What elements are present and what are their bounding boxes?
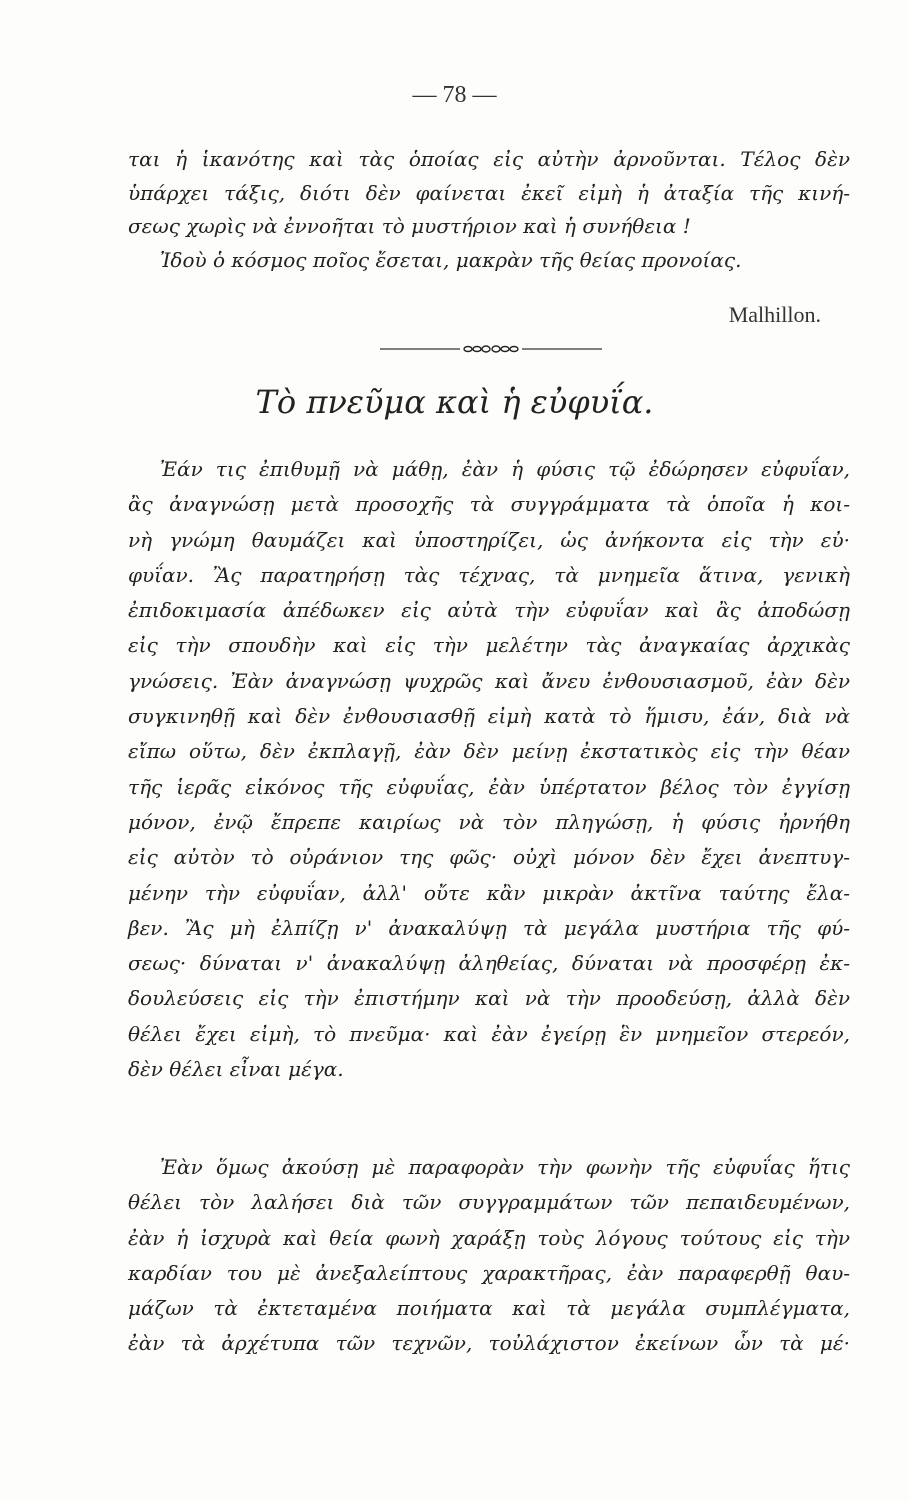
text-line: μένην τὴν εὐφυΐαν, ἀλλ' οὔτε κἂν μικρὰν ἀκτῖνα ταύτης ἔλα- <box>128 880 850 905</box>
text-line: Ἰδοὺ ὁ κόσμος ποῖος ἔσεται, μακρὰν τῆς θείας προνοίας. <box>160 247 742 272</box>
text-line: νὴ γνώμη θαυμάζει καὶ ὑποστηρίζει, ὡς ἀνήκοντα εἰς τὴν εὐ· <box>128 527 850 552</box>
text-line: μάζων τὰ ἐκτεταμένα ποιήματα καὶ τὰ μεγάλα συμπλέγματα, <box>128 1296 850 1321</box>
text-line: δουλεύσεις εἰς τὴν ἐπιστήμην καὶ νὰ τὴν προοδεύσῃ, ἀλλὰ δὲν <box>128 986 850 1011</box>
text-line: θέλει ἔχει εἰμὴ, τὸ πνεῦμα· καὶ ἐὰν ἐγείρῃ ἓν μνημεῖον στερεόν, <box>128 1021 850 1046</box>
text-line: Ἐὰν ὅμως ἀκούσῃ μὲ παραφορὰν τὴν φωνὴν τῆς εὐφυΐας ἥτις <box>160 1155 850 1179</box>
top-paragraph <box>128 143 850 277</box>
text-line: Ἐάν τις ἐπιθυμῇ νὰ μάθῃ, ἐὰν ἡ φύσις τῷ ἐδώρησεν εὐφυΐαν, <box>160 457 850 481</box>
text-line: ἂς ἀναγνώσῃ μετὰ προσοχῆς τὰ συγγράμματα τὰ ὁποῖα ἡ κοι- <box>128 492 850 517</box>
text-line: εἰς τὴν σπουδὴν καὶ εἰς τὴν μελέτην τὰς ἀναγκαίας ἀρχικὰς <box>128 633 850 658</box>
paragraph-1 <box>128 452 850 1087</box>
text-line: θέλει τὸν λαλήσει διὰ τῶν συγγραμμάτων τῶν πεπαιδευμένων, <box>128 1190 850 1215</box>
text-line: σεως χωρὶς νὰ ἐννοῆται τὸ μυστήριον καὶ ἡ συνήθεια ! <box>128 214 691 239</box>
text-line: συγκινηθῇ καὶ δὲν ἐνθουσιασθῇ εἰμὴ κατὰ τὸ ἥμισυ, ἐάν, διὰ νὰ <box>128 704 850 729</box>
text-line: ἐὰν τὰ ἀρχέτυπα τῶν τεχνῶν, τοὐλάχιστον ἐκείνων ὧν τὰ μέ· <box>128 1331 850 1356</box>
text-line: εἴπω οὕτω, δὲν ἐκπλαγῇ, ἐὰν δὲν μείνῃ ἐκστατικὸς εἰς τὴν θέαν <box>128 739 850 764</box>
paragraph-2 <box>128 1150 850 1362</box>
text-line: ἐὰν ἡ ἰσχυρὰ καὶ θεία φωνὴ χαράξῃ τοὺς λόγους τούτους εἰς τὴν <box>128 1225 850 1250</box>
text-line: εἰς αὐτὸν τὸ οὐράνιον της φῶς· οὐχὶ μόνον δὲν ἔχει ἀνεπτυγ- <box>128 845 850 870</box>
page-number: — 78 — <box>412 82 497 108</box>
text-line: φυΐαν. Ἂς παρατηρήσῃ τὰς τέχνας, τὰ μνημεῖα ἅτινα, γενικὴ <box>128 562 850 587</box>
text-line: γνώσεις. Ἐὰν ἀναγνώσῃ ψυχρῶς καὶ ἄνευ ἐνθουσιασμοῦ, ἐὰν δὲν <box>128 668 850 693</box>
text-line: τῆς ἱερᾶς εἰκόνος τῆς εὐφυΐας, ἐὰν ὑπέρτατον βέλος τὸν ἐγγίσῃ <box>128 774 850 799</box>
ornamental-divider <box>380 345 602 353</box>
section-title: Τὸ πνεῦμα καὶ ἡ εὐφυΐα. <box>255 383 654 421</box>
text-line: βεν. Ἂς μὴ ἐλπίζῃ ν' ἀνακαλύψῃ τὰ μεγάλα μυστήρια τῆς φύ- <box>128 915 850 940</box>
text-line: δὲν θέλει εἶναι μέγα. <box>128 1057 344 1082</box>
text-line: σεως· δύναται ν' ἀνακαλύψῃ ἀληθείας, δύναται νὰ προσφέρῃ ἐκ- <box>128 951 850 976</box>
text-line: μόνον, ἐνῷ ἔπρεπε καιρίως νὰ τὸν πληγώσῃ, ἡ φύσις ἠρνήθη <box>128 809 850 834</box>
text-line: ται ἡ ἱκανότης καὶ τὰς ὁποίας εἰς αὐτὴν ἀρνοῦνται. Τέλος δὲν <box>128 147 850 171</box>
text-line: καρδίαν του μὲ ἀνεξαλείπτους χαρακτῆρας, ἐὰν παραφερθῇ θαυ- <box>128 1260 850 1285</box>
text-line: ὑπάρχει τάξις, διότι δὲν φαίνεται ἐκεῖ εἰμὴ ἡ ἀταξία τῆς κινή- <box>128 180 850 205</box>
text-line: ἐπιδοκιμασία ἀπέδωκεν εἰς αὐτὰ τὴν εὐφυΐαν καὶ ἂς ἀποδώσῃ <box>128 598 850 623</box>
author-signature: Malhillon. <box>728 302 821 327</box>
